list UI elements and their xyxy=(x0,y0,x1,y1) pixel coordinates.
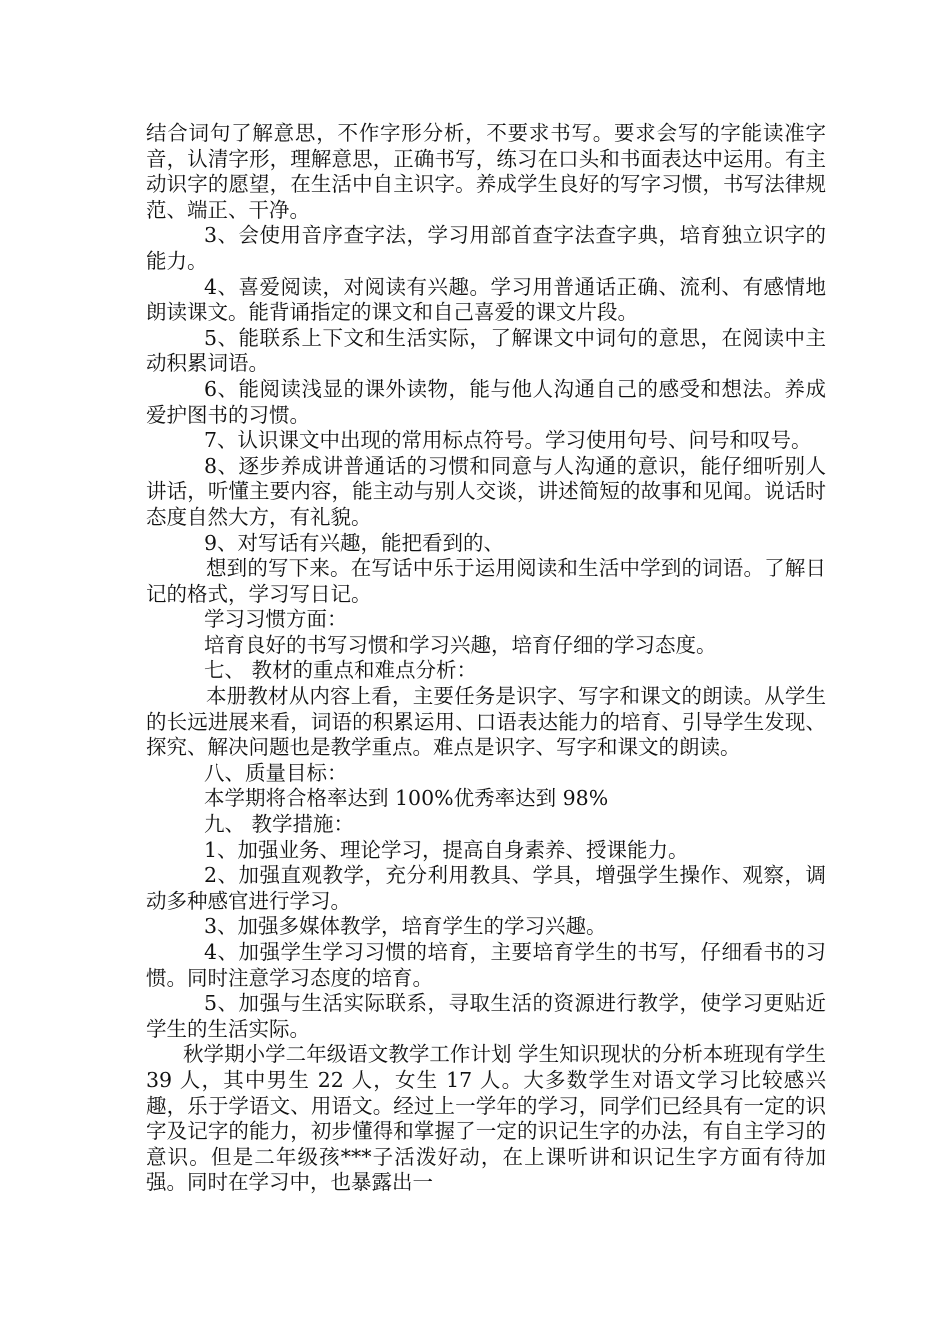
section-heading-9: 九、 教学措施： xyxy=(204,812,355,837)
paragraph-4: 5、能联系上下文和生活实际，了解课文中词句的意思，在阅读中主动积累词语。 xyxy=(146,325,826,376)
paragraph-14: 1、加强业务、理论学习，提高自身素养、授课能力。 xyxy=(204,837,689,862)
paragraph-9: 想到的写下来。在写话中乐于运用阅读和生活中学到的词语。了解日记的格式，学习写日记。 xyxy=(146,556,826,606)
paragraph-2: 3、会使用音序查字法，学习用部首查字法查字典，培育独立识字的能力。 xyxy=(146,223,826,273)
section-heading-8: 八、质量目标： xyxy=(204,760,348,785)
paragraph-7: 8、逐步养成讲普通话的习惯和同意与人沟通的意识，能仔细听别人讲话，听懂主要内容，能主动与别人交谈，讲述简短的故事和见闻。说话时态度自然大方，有礼貌。 xyxy=(146,453,826,529)
paragraph-15: 2、加强直观教学，充分利用教具、学具，增强学生操作、观察，调动多种感官进行学习。 xyxy=(146,863,826,913)
paragraph-18: 5、加强与生活实际联系，寻取生活的资源进行教学，使学习更贴近学生的生活实际。 xyxy=(146,991,826,1041)
section-heading-7: 七、 教材的重点和难点分析： xyxy=(204,658,478,683)
paragraph-3: 4、喜爱阅读，对阅读有兴趣。学习用普通话正确、流利、有感情地朗读课文。能背诵指定的课文和自己喜爱的课文片段。 xyxy=(146,274,826,325)
document-body xyxy=(146,121,826,1196)
paragraph-16: 3、加强多媒体教学，培育学生的学习兴趣。 xyxy=(204,914,607,939)
paragraph-10: 学习习惯方面： xyxy=(204,607,348,632)
paragraph-12: 本册教材从内容上看，主要任务是识字、写字和课文的朗读。从学生的长远进展来看，词语的积累运用、口语表达能力的培育、引导学生发现、探究、解决问题也是教学重点。难点是识字、写字和课文的朗读。 xyxy=(146,684,826,760)
paragraph-17: 4、加强学生学习习惯的培育，主要培育学生的书写，仔细看书的习惯。同时注意学习态度的培育。 xyxy=(146,940,826,990)
paragraph-5: 6、能阅读浅显的课外读物，能与他人沟通自己的感受和想法。养成爱护图书的习惯。 xyxy=(146,376,826,427)
paragraph-1: 结合词句了解意思，不作字形分析，不要求书写。要求会写的字能读准字音，认清字形，理解意思，正确书写，练习在口头和书面表达中运用。有主动识字的愿望，在生活中自主识字。养成学生良好的写字习惯，书写法律规范、端正、干净。 xyxy=(146,121,826,222)
paragraph-6: 7、认识课文中出现的常用标点符号。学习使用句号、问号和叹号。 xyxy=(204,428,812,453)
paragraph-8: 9、对写话有兴趣，能把看到的、 xyxy=(204,530,505,555)
paragraph-13: 本学期将合格率达到 100%优秀率达到 98% xyxy=(204,786,609,811)
paragraph-11: 培育良好的书写习惯和学习兴趣，培育仔细的学习态度。 xyxy=(204,632,717,657)
paragraph-19: 秋学期小学二年级语文教学工作计划 学生知识现状的分析本班现有学生 39 人，其中男生 22 人，女生 17 人。大多数学生对语文学习比较感兴趣，乐于学语文、用语文。经过上一学年的学习，同学们已经具有一定的识字及记字的能力，初步懂得和掌握了一定的识记生字的办法，有自主学习的意识。但是二年级孩***子活泼好动，在上课听讲和识记生字方面有待加强。同时在学习中，也暴露出一 xyxy=(146,1042,826,1195)
